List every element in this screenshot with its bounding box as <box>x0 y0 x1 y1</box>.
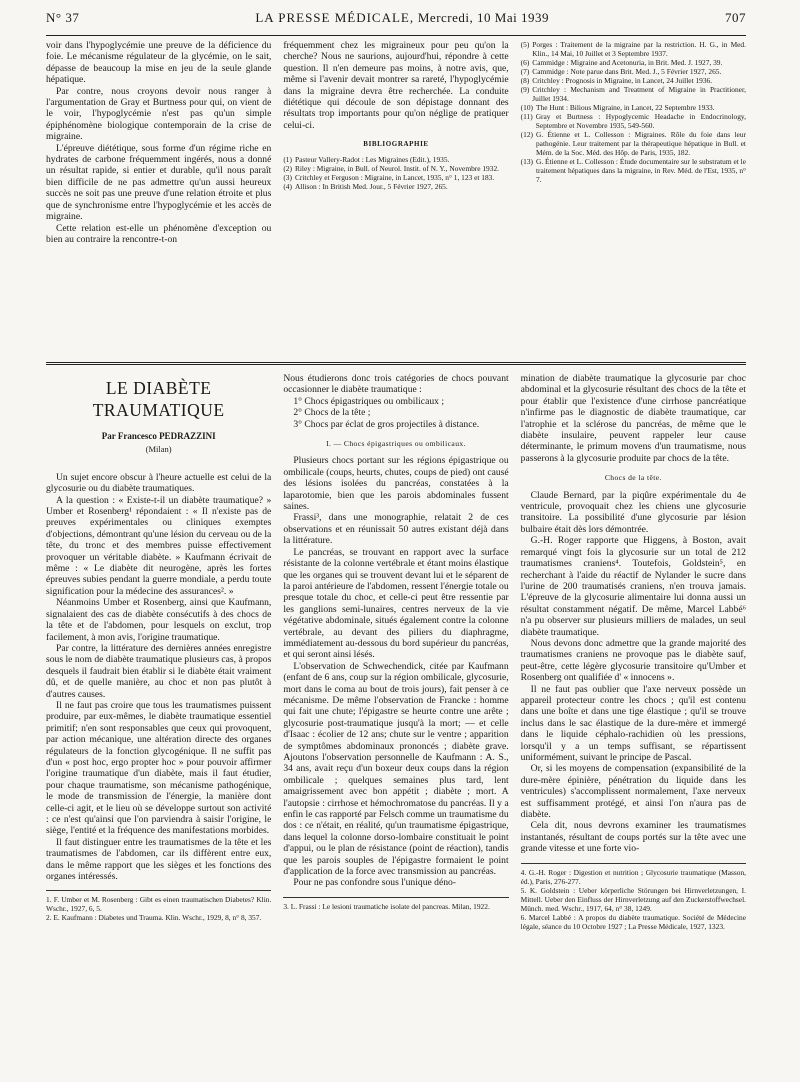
list-item: 1° Chocs épigastriques ou ombilicaux ; <box>293 395 444 407</box>
top-column-1 <box>46 40 271 358</box>
choc-categories-list <box>283 396 508 430</box>
paragraph: Il ne faut pas oublier que l'axe nerveux possède un appareil protecteur contre les chocs ; qu'il est contenu dans une boîte et dans une tige élastique ; qu'il se trouve inclus dans le sac élastique de la dure-mère et immergé dans le liquide céphalo-rachidien où les pressions, lorsqu'il y a un temps suffisant, se répartissent uniformément, suivant le principe de Pascal. <box>520 683 746 763</box>
paragraph: Claude Bernard, par la piqûre expérimentale du 4e ventricule, provoquait chez les chiens une glycosurie transitoire. La possibilité d'une glycosurie par lésion bulbaire était dès lors démontrée. <box>520 489 746 535</box>
issue-date: Mercredi, 10 Mai 1939 <box>417 10 549 25</box>
bibliography-entry: (8) Critchley : Prognosis in Migraine, in Lancet, 24 Juillet 1936. <box>520 76 713 85</box>
paragraph: fréquemment chez les migraineux pour peu qu'on la cherche? Nous ne saurions, aujourd'hui, répondre à cette question. Il n'en demeure pas moins, à notre avis, que, même si l'avenir devait montrer sa rareté, l'hypoglycémie dans la migraine devra être recherchée. La conduite diététique qui découle de son dépistage donnant des résultats trop importants pour qu'on néglige de pratiquer celui-ci. <box>283 40 509 131</box>
bibliography-entry: (10) The Hunt : Bilious Migraine, in Lancet, 22 Septembre 1933. <box>520 103 715 112</box>
previous-article-continuation <box>46 40 746 358</box>
footnote: 5. K. Goldstein : Ueber körperliche Störungen bei Hirnverletzungen, I. Mittell. Ueber den Einfluss der Hirnverletzung auf den Zuckerstoffwechsel. Münch. med. Wschr., 1917, 64, n° 38, 1249. <box>520 885 746 913</box>
footnote: 1. F. Umber et M. Rosenberg : Gibt es einen traumatischen Diabetes? Klin. Wschr., 1927, 6, 5. <box>46 895 272 914</box>
footnote: 6. Marcel Labbé : A propos du diabète traumatique. Société de Médecine légale, séance du 10 Octobre 1927 ; La Presse Médicale, 1927, 1323. <box>520 912 746 931</box>
issue-number: N° 37 <box>46 10 80 25</box>
running-head <box>46 12 746 36</box>
footnote: 2. E. Kaufmann : Diabetes und Trauma. Klin. Wschr., 1929, 8, n° 8, 357. <box>46 913 262 923</box>
article-column-2 <box>283 373 508 931</box>
article-column-3 <box>521 373 746 931</box>
paragraph: Pour ne pas confondre sous l'unique déno- <box>293 877 456 889</box>
paragraph: voir dans l'hypoglycémie une preuve de la déficience du foie. Le mécanisme régulateur de la glycémie, on le sait, dépasse de beaucoup la mise en jeu de la seule glande hépatique. <box>46 40 272 86</box>
newspaper-page <box>46 12 746 931</box>
paragraph: Un sujet encore obscur à l'heure actuelle est celui de la glycosurie ou du diabète traumatiques. <box>46 471 272 495</box>
paragraph: Par contre, nous croyons devoir nous ranger à l'argumentation de Gray et Burtness pour qui, on vient de le voir, l'hypoglycémie n'est pas qu'un simple épiphénomène biologique contemporain de la crise de migraine. <box>46 85 272 143</box>
article-diabete-traumatique <box>46 373 746 931</box>
bibliography-entry: (11) Gray et Burtness : Hypoglycemic Headache in Endocrinology, Septembre et Novembre 1935, 549-560. <box>520 112 746 130</box>
page-number: 707 <box>725 10 746 25</box>
bibliography-entry: (1) Pasteur Vallery-Radot : Les Migraines (Edit.), 1935. <box>283 154 450 164</box>
footnote-rule <box>521 863 746 864</box>
paragraph: Néanmoins Umber et Rosenberg, ainsi que Kaufmann, signalaient des cas de diabète consécutifs à des chocs de la tête et de l'abdomen, pour lesquels on exclut, trop facilement, à mon avis, l'origine traumatique. <box>46 597 272 643</box>
section-heading: I. — Chocs épigastriques ou ombilicaux. <box>326 439 466 449</box>
paragraph: Plusieurs chocs portant sur les régions épigastrique ou ombilicale (coups, heurts, chutes, coups de pied) ont causé des lésions isolées du pancréas, constatées à la laparotomie, bien que les parois abdominales fussent saines. <box>283 455 509 513</box>
paragraph: Cela dit, nous devrons examiner les traumatismes instantanés, résultant de coups portés sur la tête avec une grande vitesse et une forte vio- <box>520 820 746 855</box>
list-item: 2° Chocs de la tête ; <box>293 407 371 419</box>
bibliography-entry: (3) Critchley et Ferguson : Migraine, in Lancet, 1935, n° 1, 123 et 183. <box>283 172 495 182</box>
paragraph: Or, si les moyens de compensation (expansibilité de la dure-mère épinière, pénétration du liquide dans les ventricules) s'accomplissent normalement, l'axe nerveux est suffisamment protégé, et ainsi l'on n'aura pas de diabète. <box>520 763 746 821</box>
article-column-1 <box>46 373 271 931</box>
list-item: 3° Chocs par éclat de gros projectiles à distance. <box>293 418 480 430</box>
bibliography-list-right <box>521 40 746 358</box>
paragraph: Nous étudierons donc trois catégories de chocs pouvant occasionner le diabète traumatique : <box>283 373 509 396</box>
article-title: LE DIABÈTE TRAUMATIQUE <box>92 378 225 420</box>
journal-title: LA PRESSE MÉDICALE, <box>255 10 415 25</box>
footnote-rule <box>46 890 271 891</box>
paragraph: Il ne faut pas croire que tous les traumatismes puissent produire, par eux-mêmes, le diabète traumatique essentiel primitif; n'en sont responsables que ceux qui provoquent, par action mécanique, une altération directe des organes régulateurs de la fonction glycogénique. Il ne suffit pas d'un « post hoc, ergo propter hoc » pour pouvoir affirmer l'origine traumatique d'un diabète, mais il faut étudier, pour chaque traumatisme, son mécanisme pathogénique, le mode de transmission de l'énergie, la manière dont celle-ci agit, et le lieu où se développe surtout son activité : ce n'est qu'ainsi que l'on parviendra à saisir l'origine, le siège, l'entité et la fréquence des manifestations morbides. <box>46 699 272 837</box>
bibliography-title: BIBLIOGRAPHIE <box>363 140 429 149</box>
bibliography-entry: (4) Allison : In British Med. Jour., 5 Février 1927, 265. <box>283 181 448 191</box>
paragraph: Le pancréas, se trouvant en rapport avec la surface résistante de la colonne vertébrale et étant moins élastique que les organes qui se trouvent devant lui et le séparent de la paroi antérieure de l'abdomen, ressent l'énergie totale ou presque totale du choc, et celle-ci peut être ressentie par les ganglions semi-lunaires, centres nerveux de la vie végétative abdominale, situés également contre la colonne vertébrale, au devant des piliers du diaphragme, immédiatement au-dessous du bord supérieur du pancréas, et qui seront ainsi lésés. <box>283 546 509 661</box>
paragraph: Cette relation est-elle un phénomène d'exception ou bien au contraire la rencontre-t-on <box>46 222 272 245</box>
paragraph: L'épreuve diététique, sous forme d'un régime riche en hydrates de carbone fréquemment ingérés, nous a donné un résultat rapide, si entier et durable, qu'il nous paraît bien difficile de ne pas admettre qu'un aussi heureux succès ne soit pas une preuve d'une relation étroite et plus que de synchronisme entre l'hypoglycémie et les accès de migraine. <box>46 142 272 223</box>
bibliography-entry: (9) Critchley : Mechanism and Treatment of Migraine in Practitioner, Juillet 1934. <box>520 85 746 103</box>
journal-masthead <box>79 12 725 23</box>
article-heading <box>46 377 271 456</box>
bibliography-entry: (12) G. Étienne et L. Collesson : Migraines. Rôle du foie dans leur pathogénie. Leur traitement par la thérapeutique hépatique in Bull. et Mém. de la Soc. Méd. des Hôp. de Paris, 1935, 182. <box>520 130 746 157</box>
bibliography-entry: (6) Cammidge : Migraine and Acetonuria, in Brit. Med. J. 1927, 39. <box>520 58 723 67</box>
bibliography-entry: (7) Cammidge : Note parue dans Brit. Med. J., 5 Février 1927, 265. <box>520 67 722 76</box>
paragraph: L'observation de Schwechendick, citée par Kaufmann (enfant de 6 ans, coup sur la région ombilicale, glycosurie, mort dans le coma au bout de trois jours), fait penser à ce mécanisme. De même l'observation de Francke : homme qui fait une chute; l'épigastre se heurte contre une arête ; glycosurie post-traumatique jusqu'à la mort; — et celle d'Isaac : écolier de 12 ans; chute sur le ventre ; apparition de symptômes abdominaux prononcés ; diabète grave. Ajoutons l'observation personnelle de Kaufmann : A. S., 34 ans, avait reçu d'un boxeur deux coups dans la région ombilicale ; quelques semaines plus tard, lent amaigrissement avec bon appétit ; diabète ; mort. A l'autopsie : cirrhose et hémochromatose du pancréas. Il y a enfin le cas rapporté par Felsch comme un traumatisme du dos : ce n'était, en réalité, qu'un traumatisme épigastrique, dans lequel la colonne dorso-lombaire constituait le point d'appui, ou le plan de résistance (point de réaction), tandis que les parois souples de l'épigastre formaient le point d'application de la force avec transmission au pancréas. <box>283 660 509 878</box>
bibliography-entry: (13) G. Étienne et L. Collesson : Étude documentaire sur le substratum et le traitement hépatiques dans la migraine, in Rev. Méd. de l'Est, 1935, n° 7. <box>520 157 746 184</box>
article-author: Par Francesco PEDRAZZINI <box>101 431 216 441</box>
footnote-rule <box>283 897 508 898</box>
bibliography-entry: (2) Riley : Migraine, in Bull. of Neurol. Instit. of N. Y., Novembre 1932. <box>283 163 499 173</box>
paragraph: mination de diabète traumatique la glycosurie par choc abdominal et la glycosurie résultant des chocs de la tête et pour établir que l'existence d'une cirrhose pancréatique n'infirme pas le diagnostic de diabète traumatique, car l'atrophie et la sclérose du pancréas, de même que le diabète insulaire, peuvent rappeler leur cause déterminante, le primum movens d'un traumatisme, nous passerons à la glycosurie produite par chocs de la tête. <box>520 373 746 464</box>
bibliography-list-left <box>283 155 508 191</box>
top-column-2 <box>283 40 508 358</box>
footnote: 4. G.-H. Roger : Digestion et nutrition ; Glycosurie traumatique (Masson, éd.), Paris, 276-277. <box>520 867 746 886</box>
paragraph: Par contre, la littérature des dernières années enregistre sous le nom de diabète traumatique plusieurs cas, à propos desquels il faudrait bien établir si le diabète était vraiment dû, et de quelle manière, au choc et non pas plutôt à d'autres causes. <box>46 642 272 700</box>
section-heading: Chocs de la tête. <box>604 473 662 483</box>
paragraph: A la question : « Existe-t-il un diabète traumatique? » Umber et Rosenberg¹ répondaient : « Il n'existe pas de preuves expérimentales ou cliniques exemptes d'objections, démontrant qu'une lésion du cerveau ou de la tête, du tronc et des membres puisse effectivement provoquer un véritable diabète. » Kaufmann écrivait de même : « Le diabète dit neurogène, après les fortes épreuves subies pendant la guerre mondiale, a perdu toute signification pour la médecine des assurances². » <box>46 494 272 597</box>
article-city: (Milan) <box>145 444 172 455</box>
bibliography-entry: (5) Porges : Traitement de la migraine par la restriction. H. G., in Med. Klin., 14 Mai, 10 Juillet et 3 Septembre 1937. <box>520 40 746 58</box>
paragraph: Frassi³, dans une monographie, relatait 2 de ces observations et en réunissait 50 autres existant déjà dans la littérature. <box>283 512 509 547</box>
footnote: 3. L. Frassi : Le lesioni traumatiche isolate del pancreas. Milan, 1922. <box>283 901 490 911</box>
paragraph: Nous devons donc admettre que la grande majorité des traumatismes craniens ne provoque pas le diabète sauf, peut-être, cette légère glycosurie transitoire qu'Umber et Rosenberg ont qualifiée d' « innocens ». <box>520 637 746 684</box>
paragraph: G.-H. Roger rapporte que Higgens, à Boston, avait remarqué vingt fois la glycosurie sur un total de 212 traumatismes craniens⁴. Toutefois, Goldstein⁵, en recherchant à l'aide du réactif de Nylander le sucre dans l'urine de 200 traumatisés craniens, n'en trouva jamais. L'épreuve de la glycosurie alimentaire lui donna aussi un résultat constamment négatif. De même, Marcel Labbé⁶ n'a pu observer sur plusieurs milliers de malades, un seul diabète traumatique. <box>520 535 746 638</box>
paragraph: Il faut distinguer entre les traumatismes de la tête et les traumatismes de l'abdomen, car ils diffèrent entre eux, dans le même rapport que les sièges et les fonctions des organes intéressés. <box>46 836 272 883</box>
section-divider <box>46 362 746 365</box>
